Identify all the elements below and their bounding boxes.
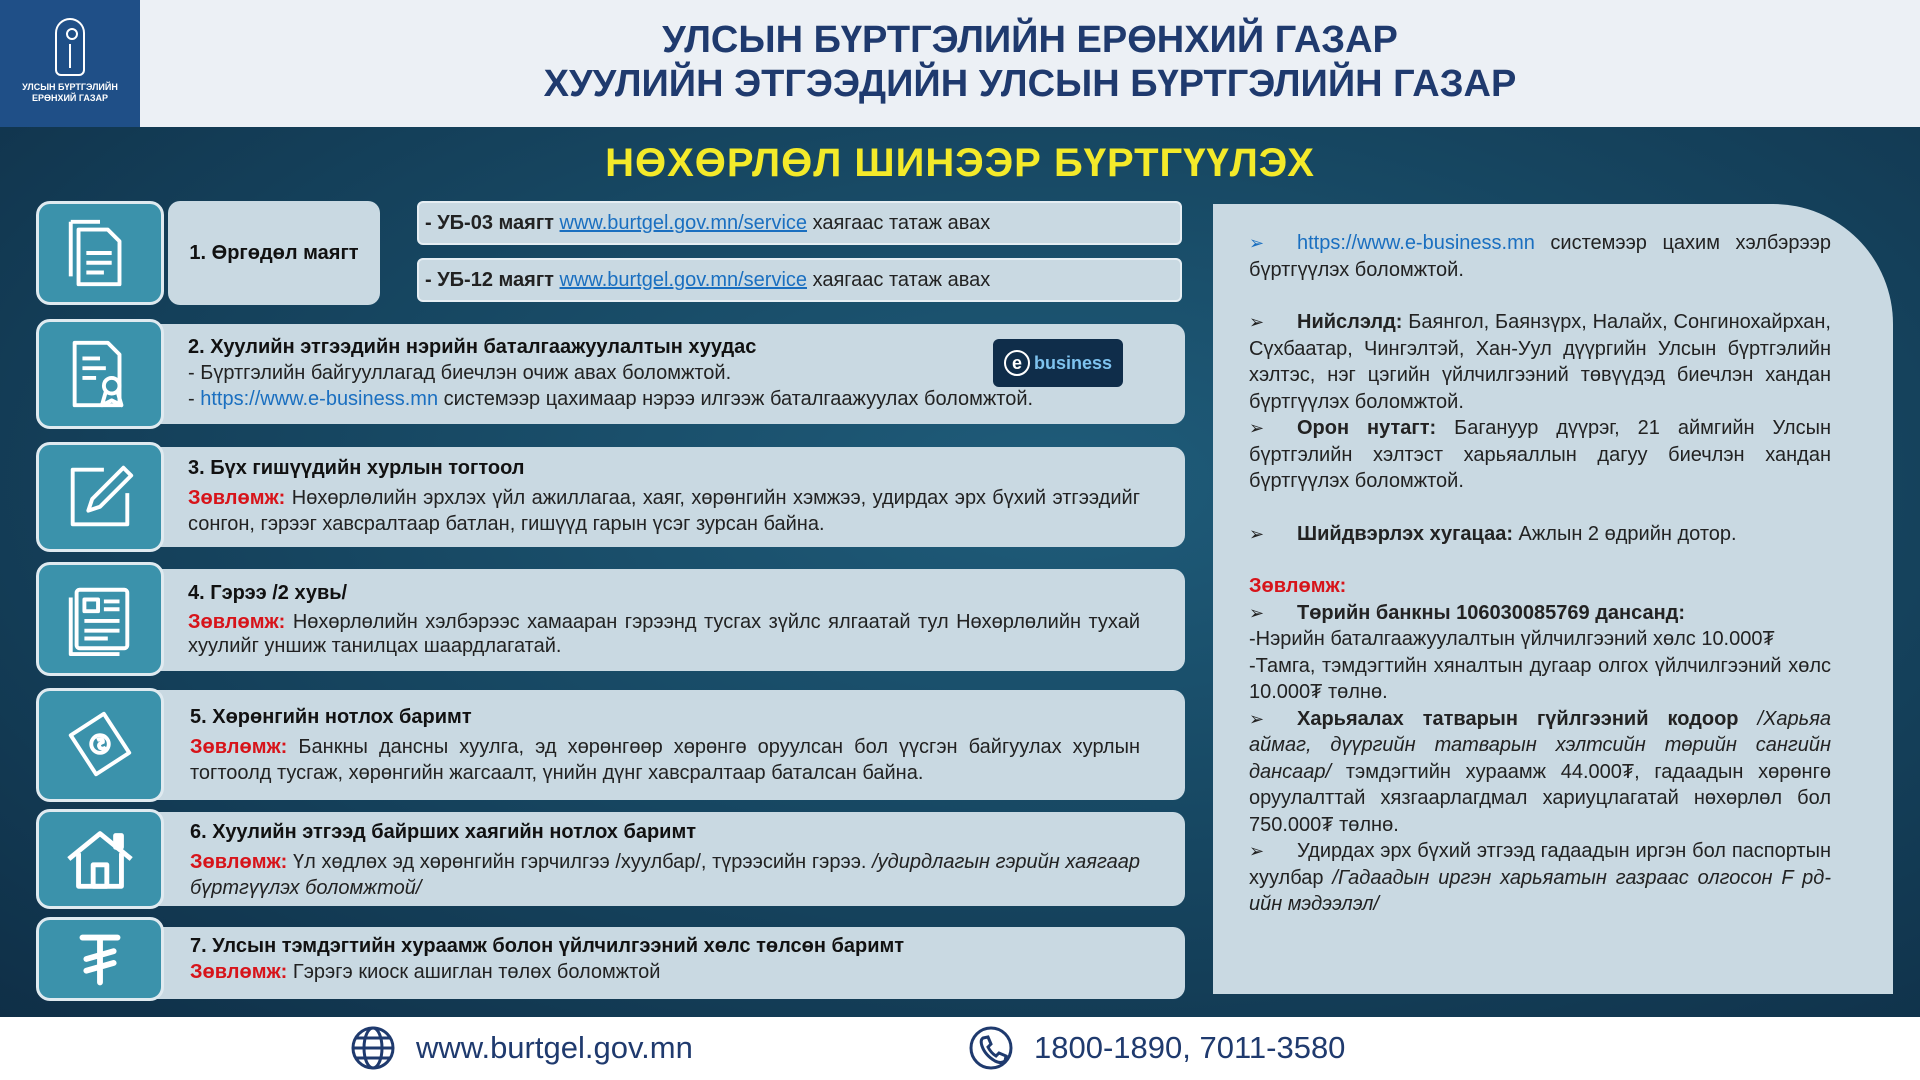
step2-title: 2. Хуулийн этгээдийн нэрийн баталгаажуулалтын хуудас	[188, 336, 757, 358]
footer	[0, 1017, 1920, 1080]
panel-p9-text: Удирдах эрх бүхий этгээд гадаадын иргэн бол паспортын хуулбар	[1249, 840, 1831, 889]
step4-title: 4. Гэрээ /2 хувь/	[188, 582, 348, 604]
step5-rec-text: Банкны дансны хуулга, эд хөрөнгөөр хөрөнгө оруулсан бол үүсгэн байгуулах хурлын тогтоолд тусгаж, хөрөнгийн жагсаалт, үнийн дүнг хавсралтаар баталсан байна.	[190, 736, 1140, 784]
step6-rec-italic: /удирдлагын гэрийн хаягаар бүртгүүлэх боломжтой/	[190, 851, 1140, 899]
step6-title: 6. Хуулийн этгээд байрших хаягийн нотлох баримт	[190, 821, 697, 843]
arrow-icon: ➢	[1249, 523, 1265, 544]
step1-label: 1. Өргөдөл маягт	[168, 201, 380, 305]
edit-document-icon	[36, 442, 164, 552]
globe-icon	[350, 1025, 396, 1071]
main-area	[0, 127, 1920, 1017]
panel-p3-text: Багануур дүүрэг, 21 аймгийн Улсын бүртгэлийн хэлтэст харьяаллын дагуу биечлэн хандан бүртгүүлэх боломжтой.	[1249, 417, 1831, 492]
ebusiness-badge	[993, 339, 1123, 387]
step2-line2-prefix: -	[188, 388, 201, 410]
step5-title: 5. Хөрөнгийн нотлох баримт	[190, 706, 472, 728]
step7-rec-label: Зөвлөмж:	[190, 961, 288, 983]
ub03-link[interactable]: www.burtgel.gov.mn/service	[559, 212, 808, 234]
step3-text	[188, 455, 1140, 537]
arrow-icon: ➢	[1249, 841, 1265, 861]
step3-rec-text: Нөхөрлөлийн эрхлэх үйл ажиллагаа, хаяг, хөрөнгийн хэмжээ, удирдах эрх бүхий этгээдийг сонгон, гэрээг хавсралтаар батлан, гишүүд гарын үсэг зурсан байна.	[188, 487, 1140, 535]
step2-line2-suffix: системээр цахимаар нэрээ илгээж баталгаажуулах боломжтой.	[438, 388, 1034, 410]
money-icon	[36, 688, 164, 802]
panel-ebusiness-link[interactable]: https://www.e-business.mn	[1297, 232, 1535, 254]
ub12-link[interactable]: www.burtgel.gov.mn/service	[559, 269, 808, 291]
emblem-icon	[55, 18, 85, 76]
panel-p7: -Тамга, тэмдэгтийн хяналтын дугаар олгох үйлчилгээний хөлс 10.000₮ төлнө.	[1249, 654, 1831, 703]
panel-p6: -Нэрийн баталгаажуулалтын үйлчилгээний хөлс 10.000₮	[1249, 628, 1775, 650]
step2-line2	[188, 386, 1148, 412]
panel-p3-bold: Орон нутагт:	[1297, 417, 1437, 439]
step2-line1: - Бүртгэлийн байгууллагад биечлэн очиж авах боломжтой.	[188, 362, 732, 384]
step6-text	[190, 819, 1140, 901]
panel-p8-italic: /Харьяа аймаг, дүүргийн татварын хэлтсийн төрийн сангийн дансаар/	[1249, 707, 1831, 783]
home-icon	[36, 809, 164, 909]
step4-rec-text: Нөхөрлөлийн хэлбэрээс хамааран гэрээнд тусгах зүйлс ялгаатай тул Нөхөрлөлийн тухай хуулийг уншиж танилцах шаардлагатай.	[188, 611, 1140, 657]
panel-p4-text: Ажлын 2 өдрийн дотор.	[1513, 522, 1737, 545]
step3-title: 3. Бүх гишүүдийн хурлын тогтоол	[188, 457, 525, 479]
step1-form-ub12	[417, 258, 1182, 302]
panel-p8-bold: Харьяалах татварын гүйлгээний кодоор	[1297, 707, 1739, 730]
arrow-icon: ➢	[1249, 602, 1265, 623]
tugrik-icon	[36, 917, 164, 1001]
panel-p8-text: тэмдэгтийн хураамж 44.000₮, гадаадын хөрөнгө оруулалттай хязгаарлагдмал хариуцлагатай нөхөрлөл бол 750.000₮ төлнө.	[1249, 760, 1831, 836]
ub03-suffix: хаягаас татаж авах	[812, 212, 991, 234]
main-title: НӨХӨРЛӨЛ ШИНЭЭР БҮРТГҮҮЛЭХ	[605, 141, 1315, 185]
header-title-line1: УЛСЫН БҮРТГЭЛИЙН ЕРӨНХИЙ ГАЗАР	[662, 19, 1398, 61]
step3-rec-label: Зөвлөмж:	[188, 487, 286, 509]
panel-p9-italic: /Гадаадын иргэн харьяатын газраас олгосон F рд-ийн мэдээлэл/	[1249, 866, 1832, 915]
certificate-icon	[36, 319, 164, 429]
panel-rec-label: Зөвлөмж:	[1249, 575, 1347, 597]
ebusiness-link[interactable]: https://www.e-business.mn	[200, 388, 439, 410]
step6-rec-label: Зөвлөмж:	[190, 851, 288, 873]
ebusiness-e-icon: e	[1004, 350, 1030, 376]
phone-icon	[968, 1025, 1014, 1071]
arrow-icon: ➢	[1249, 233, 1265, 253]
footer-phone[interactable]	[968, 1025, 1345, 1071]
step5-text	[190, 704, 1140, 786]
info-panel-text	[1249, 230, 1831, 918]
step4-rec-label: Зөвлөмж:	[188, 611, 286, 633]
header	[0, 0, 1920, 127]
step6-rec-text: Үл хөдлөх эд хөрөнгийн гэрчилгээ /хуулбар/, түрээсийн гэрээ.	[287, 851, 873, 873]
documents-icon	[36, 201, 164, 305]
ub12-suffix: хаягаас татаж авах	[812, 269, 991, 291]
step4-text	[188, 580, 1140, 658]
ub12-label: - УБ-12 маягт	[425, 269, 554, 291]
panel-p2-text: Баянгол, Баянзүрх, Налайх, Сонгинохайрхан, Сүхбаатар, Чингэлтэй, Хан-Уул дүүргийн Улсын бүртгэлийн хэлтэс, нэг цэгийн үйлчилгээний төвүүдэд биечлэн хандан бүртгүүлэх боломжтой.	[1249, 311, 1831, 413]
contract-icon	[36, 562, 164, 676]
logo-text: УЛСЫН БҮРТГЭЛИЙН ЕРӨНХИЙ ГАЗАР	[22, 82, 118, 103]
step7-rec-text: Гэрэгэ киоск ашиглан төлөх боломжтой	[287, 961, 661, 983]
panel-p5-bold: Төрийн банкны 106030085769 дансанд:	[1297, 601, 1686, 624]
arrow-icon: ➢	[1249, 418, 1265, 438]
header-title-line2: ХУУЛИЙН ЭТГЭЭДИЙН УЛСЫН БҮРТГЭЛИЙН ГАЗАР	[543, 63, 1517, 105]
ebusiness-badge-text: business	[1033, 352, 1113, 373]
arrow-icon: ➢	[1249, 708, 1265, 729]
step7-title: 7. Улсын тэмдэгтийн хураамж болон үйлчилгээний хөлс төлсөн баримт	[190, 935, 905, 957]
arrow-icon: ➢	[1249, 312, 1265, 332]
info-panel	[1213, 204, 1893, 994]
panel-p1-text: системээр цахим хэлбэрээр бүртгүүлэх боломжтой.	[1249, 232, 1831, 281]
phone-text: 1800-1890, 7011-3580	[1034, 1030, 1346, 1065]
step5-rec-label: Зөвлөмж:	[190, 736, 288, 758]
panel-p2-bold: Нийслэлд:	[1297, 311, 1403, 333]
ub03-label: - УБ-03 маягт	[425, 212, 554, 234]
step1-form-ub03	[417, 201, 1182, 245]
step7-text	[190, 933, 1150, 985]
agency-logo	[0, 0, 140, 127]
footer-website[interactable]	[350, 1025, 693, 1071]
panel-p4-bold: Шийдвэрлэх хугацаа:	[1297, 522, 1513, 545]
website-text: www.burtgel.gov.mn	[416, 1030, 693, 1065]
